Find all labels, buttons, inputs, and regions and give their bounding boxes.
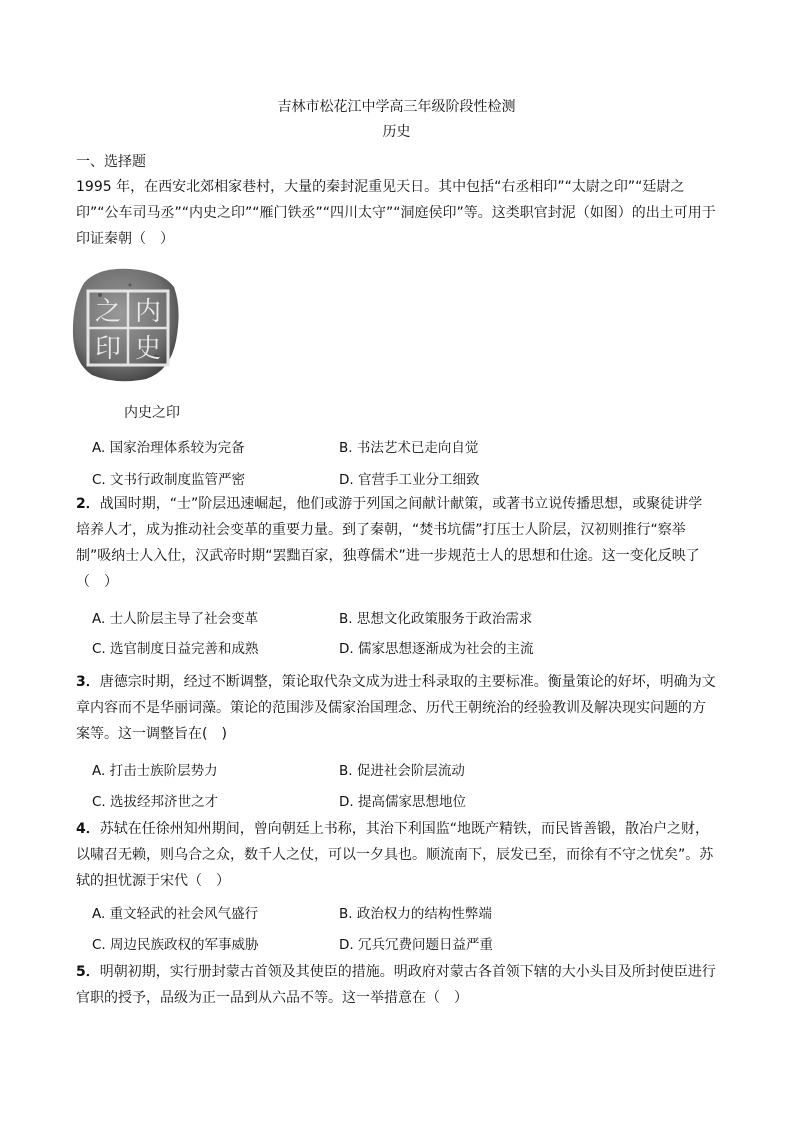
question-2-number: 2． [76,496,100,512]
q2-option-c[interactable]: C. 选官制度日益完善和成熟 [92,641,259,657]
q4-option-d[interactable]: D. 冗兵冗费问题日益严重 [339,937,493,953]
q2-option-a[interactable]: A. 士人阶层主导了社会变革 [92,611,259,627]
seal-char-yin: 印 [94,334,122,364]
q4-option-c[interactable]: C. 周边民族政权的军事威胁 [92,937,259,953]
exam-title: 吉林市松花江中学高三年级阶段性检测 [277,99,516,115]
q3-option-d[interactable]: D. 提高儒家思想地位 [339,794,466,810]
question-1-body: 1995 年，在西安北郊相家巷村，大量的秦封泥重见天日。其中包括“右丞相印”“太尉之印”“廷尉之印”“公车司马丞”“内史之印”“雁门铁丞”“四川太守”“洞庭侯印”等。这类职官封泥（如图）的出土可用于印证秦朝（ ） [76,179,716,247]
q3-option-c[interactable]: C. 选拔经邦济世之才 [92,794,219,810]
question-4-number: 4． [76,821,100,837]
question-4-text [76,816,716,894]
q1-option-b[interactable]: B. 书法艺术已走向自觉 [339,440,479,456]
seal-char-nei: 内 [134,297,162,327]
question-5-text [76,959,716,1011]
question-3-body: 唐德宗时期，经过不断调整，策论取代杂文成为进士科录取的主要标准。衡量策论的好坏，明确为文章内容而不是华丽词藻。策论的范围涉及儒家治国理念、历代王朝统治的经验教训及解决现实问题的方案等。这一调整旨在( ) [76,674,716,742]
question-3-number: 3． [76,674,100,690]
question-1-text [76,174,716,252]
question-3-text [76,669,716,747]
seal-char-zhi: 之 [94,297,122,327]
q1-option-c[interactable]: C. 文书行政制度监管严密 [92,472,246,488]
q2-option-b[interactable]: B. 思想文化政策服务于政治需求 [339,611,533,627]
q1-option-a[interactable]: A. 国家治理体系较为完备 [92,440,245,456]
q2-option-d[interactable]: D. 儒家思想逐渐成为社会的主流 [339,641,534,657]
figure-caption: 内史之印 [124,405,180,421]
question-2-text [76,491,716,595]
q4-option-b[interactable]: B. 政治权力的结构性弊端 [339,906,492,922]
question-5-body: 明朝初期，实行册封蒙古首领及其使臣的措施。明政府对蒙古各首领下辖的大小头目及所封使臣进行官职的授予，品级为正一品到从六品不等。这一举措意在（ ） [76,964,716,1006]
seal-image [70,265,182,385]
q3-option-a[interactable]: A. 打击士族阶层势力 [92,763,218,779]
seal-char-shi: 史 [134,334,162,364]
q4-option-a[interactable]: A. 重文轻武的社会风气盛行 [92,906,259,922]
question-4-body: 苏轼在任徐州知州期间，曾向朝廷上书称，其治下利国监“地既产精铁，而民皆善锻，散冶户之财，以啸召无赖，则乌合之众，数千人之仗，可以一夕具也。顺流南下，辰发已至，而徐有不守之忧矣”。苏轼的担忧源于宋代（ ） [76,821,714,889]
question-5-number: 5． [76,964,100,980]
q3-option-b[interactable]: B. 促进社会阶层流动 [339,763,465,779]
q1-option-d[interactable]: D. 官营手工业分工细致 [339,472,480,488]
question-2-body: 战国时期，“士”阶层迅速崛起，他们或游于列国之间献计献策，或著书立说传播思想，或聚徒讲学培养人才，成为推动社会变革的重要力量。到了秦朝，“焚书坑儒”打压士人阶层，汉初则推行“察举制”吸纳士人入仕，汉武帝时期“罢黜百家，独尊儒术”进一步规范士人的思想和仕途。这一变化反映了（ ） [76,496,703,590]
subject-title: 历史 [382,124,411,140]
section-heading: 一、选择题 [76,154,146,170]
